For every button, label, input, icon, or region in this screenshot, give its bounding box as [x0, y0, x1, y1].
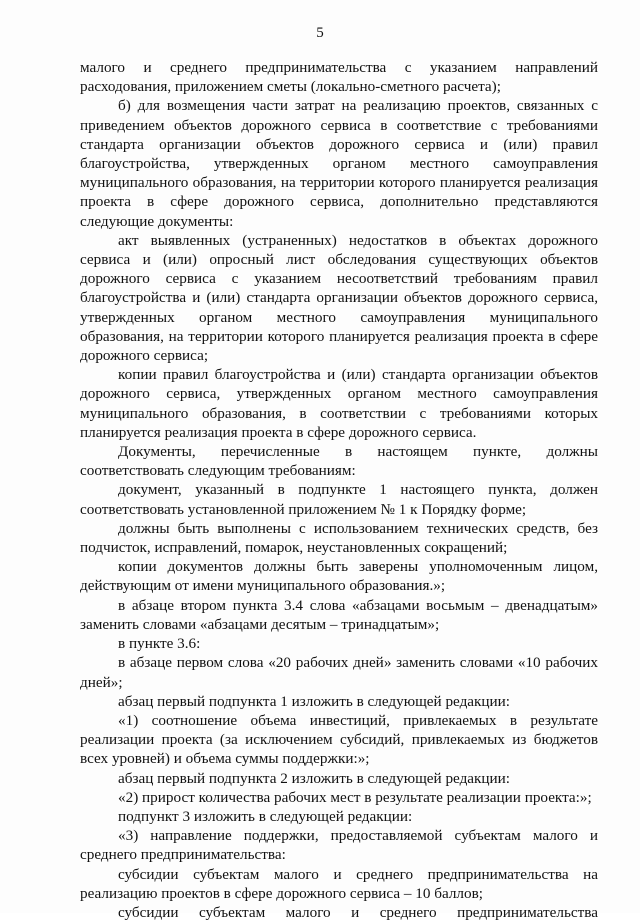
- document-body: [80, 58, 598, 922]
- paragraph: б) для возмещения части затрат на реализацию проектов, связанных с приведением объектов дорожного сервиса в соответствие с требованиями стандарта организации объектов дорожного сервиса и (или) правил благоустройства, утвержденных органом местного самоуправления муниципального образования, на территории которого планируется реализация проекта в сфере дорожного сервиса, дополнительно представляются следующие документы:: [80, 97, 598, 230]
- paragraph: абзац первый подпункта 1 изложить в следующей редакции:: [118, 692, 511, 710]
- paragraph: документ, указанный в подпункте 1 настоящего пункта, должен соответствовать установленной приложением № 1 к Порядку форме;: [80, 481, 598, 518]
- paragraph: абзац первый подпункта 2 изложить в следующей редакции:: [118, 769, 511, 787]
- paragraph: «3) направление поддержки, предоставляемой субъектам малого и среднего предпринимательства:: [80, 827, 598, 864]
- paragraph: копии правил благоустройства и (или) стандарта организации объектов дорожного сервиса, утвержденных органом местного самоуправления муниципального образования, в соответствии с требованиями которых планируется реализация проекта в сфере дорожного сервиса.: [80, 366, 598, 441]
- paragraph: субсидии субъектам малого и среднего предпринимательства: [118, 903, 598, 921]
- paragraph: малого и среднего предпринимательства с указанием направлений расходования, приложением сметы (локально-сметного расчета);: [80, 59, 598, 96]
- paragraph: в абзаце втором пункта 3.4 слова «абзацами восьмым – двенадцатым» заменить словами «абзацами десятым – тринадцатым»;: [80, 596, 598, 633]
- paragraph: «1) соотношение объема инвестиций, привлекаемых в результате реализации проекта (за исключением субсидий, привлекаемых из бюджетов всех уровней) и объема суммы поддержки:»;: [80, 711, 598, 768]
- paragraph: акт выявленных (устраненных) недостатков в объектах дорожного сервиса и (или) опросный лист обследования существующих объектов дорожного сервиса с указанием несоответствий требованиям правил благоустройства и (или) стандарта организации объектов дорожного сервиса, утвержденных органом местного самоуправления муниципального образования, на территории которого планируется реализация проекта в сфере дорожного сервиса;: [80, 231, 598, 365]
- paragraph: «2) прирост количества рабочих мест в результате реализации проекта:»;: [118, 788, 592, 806]
- paragraph: копии документов должны быть заверены уполномоченным лицом, действующим от имени муниципального образования.»;: [80, 558, 598, 595]
- paragraph: в пункте 3.6:: [118, 635, 201, 653]
- paragraph: должны быть выполнены с использованием технических средств, без подчисток, исправлений, помарок, неустановленных сокращений;: [80, 519, 598, 557]
- page-number: 5: [316, 25, 324, 41]
- paragraph: в абзаце первом слова «20 рабочих дней» заменить словами «10 рабочих дней»;: [80, 654, 598, 691]
- paragraph: подпункт 3 изложить в следующей редакции:: [118, 807, 413, 825]
- paragraph: Документы, перечисленные в настоящем пункте, должны соответствовать следующим требованиям:: [80, 443, 598, 480]
- paragraph: субсидии субъектам малого и среднего предпринимательства на реализацию проектов в сфере дорожного сервиса – 10 баллов;: [80, 865, 598, 902]
